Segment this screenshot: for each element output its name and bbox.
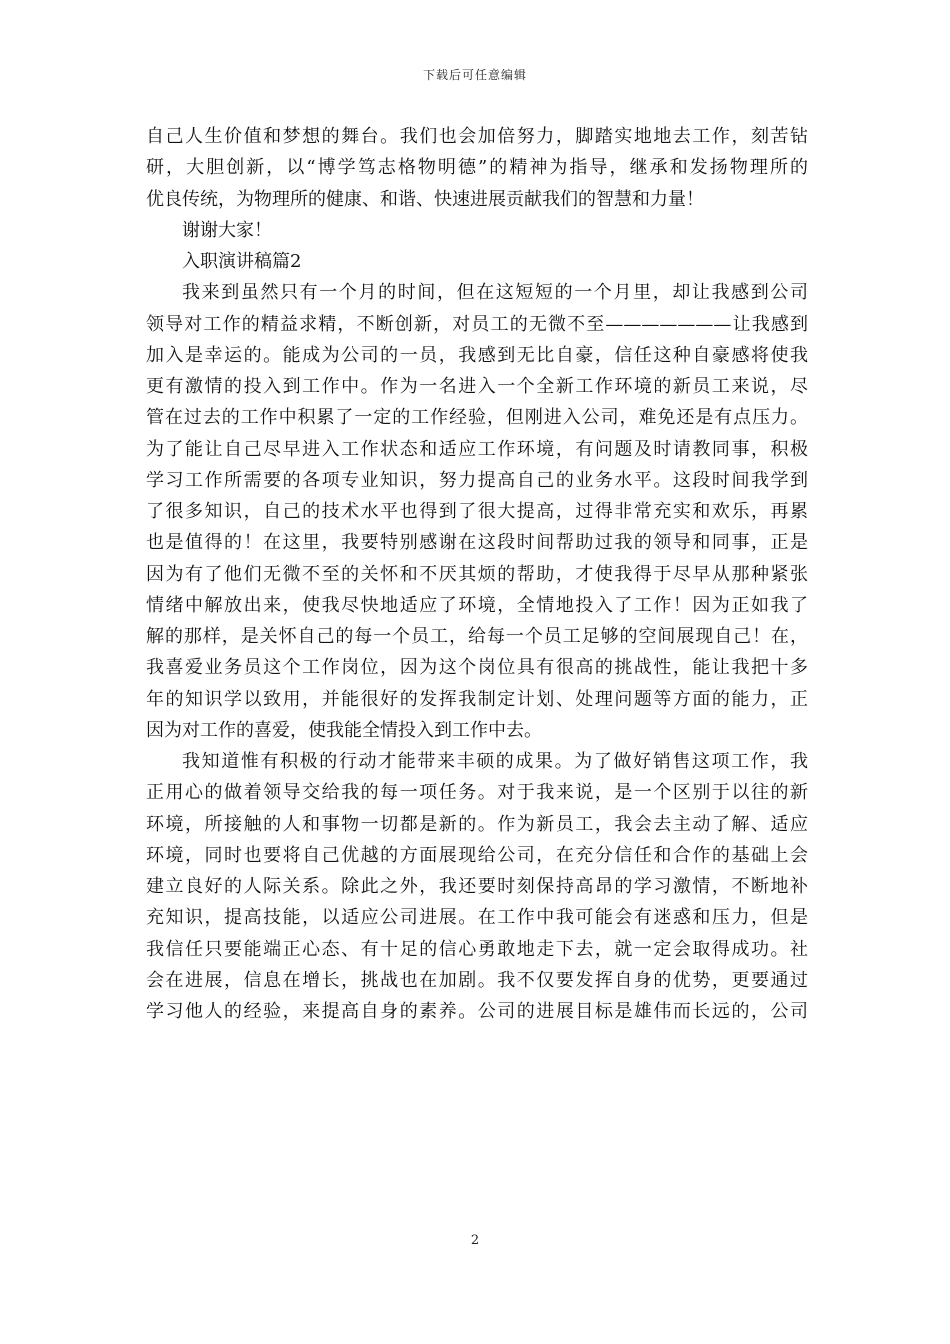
text-line: 入职演讲稿篇2 (182, 251, 302, 272)
page-header: 下载后可任意编辑 (422, 68, 527, 82)
text-line: 我来到虽然只有一个月的时间，但在这短短的一个月里，却让我感到公司 (182, 282, 808, 304)
text-line: 领导对工作的精益求精，不断创新，对员工的无微不至———————让我感到 (146, 313, 808, 335)
text-line: 管在过去的工作中积累了一定的工作经验，但刚进入公司，难免还是有点压力。 (146, 407, 808, 429)
text-line: 我知道惟有积极的行动才能带来丰硕的成果。为了做好销售这项工作，我 (182, 751, 808, 772)
text-line: 情绪中解放出来，使我尽快地适应了环境，全情地投入了工作！因为正如我了 (146, 594, 808, 616)
text-line: 因为有了他们无微不至的关怀和不厌其烦的帮助，才使我得于尽早从那种紧张 (146, 563, 808, 585)
text-line: 正用心的做着领导交给我的每一项任务。对于我来说，是一个区别于以往的新 (146, 782, 808, 804)
text-line: 会在进展，信息在增长，挑战也在加剧。我不仅要发挥自身的优势，更要通过 (146, 969, 808, 991)
text-line: 解的那样，是关怀自己的每一个员工，给每一个员工足够的空间展现自己！在， (146, 626, 808, 647)
text-line: 自己人生价值和梦想的舞台。我们也会加倍努力，脚踏实地地去工作，刻苦钻 (146, 126, 808, 147)
text-line: 研，大胆创新，以“博学笃志格物明德”的精神为指导，继承和发扬物理所的 (146, 157, 808, 179)
text-line: 充知识，提高技能，以适应公司进展。在工作中我可能会有迷惑和压力，但是 (146, 907, 808, 929)
text-line: 学习工作所需要的各项专业知识，努力提高自己的业务水平。这段时间我学到 (146, 469, 808, 491)
document-body (146, 121, 808, 1027)
page-number: 2 (470, 1233, 480, 1248)
text-line: 建立良好的人际关系。除此之外，我还要时刻保持高昂的学习激情，不断地补 (146, 876, 808, 897)
text-line: 也是值得的！在这里，我要特别感谢在这段时间帮助过我的领导和同事，正是 (146, 532, 808, 554)
text-line: 我喜爱业务员这个工作岗位，因为这个岗位具有很高的挑战性，能让我把十多 (146, 657, 808, 679)
text-line: 环境，同时也要将自己优越的方面展现给公司，在充分信任和合作的基础上会 (146, 844, 808, 866)
text-line: 学习他人的经验，来提高自身的素养。公司的进展目标是雄伟而长远的，公司 (146, 1001, 808, 1022)
text-line: 加入是幸运的。能成为公司的一员，我感到无比自豪，信任这种自豪感将使我 (146, 344, 808, 366)
text-line: 为了能让自己尽早进入工作状态和适应工作环境，有问题及时请教同事，积极 (146, 438, 808, 460)
text-line: 年的知识学以致用，并能很好的发挥我制定计划、处理问题等方面的能力，正 (146, 688, 808, 710)
text-line: 环境，所接触的人和事物一切都是新的。作为新员工，我会去主动了解、适应 (146, 813, 808, 835)
text-line: 谢谢大家！ (182, 219, 272, 241)
text-line: 因为对工作的喜爱，使我能全情投入到工作中去。 (146, 719, 542, 741)
text-line: 更有激情的投入到工作中。作为一名进入一个全新工作环境的新员工来说，尽 (146, 376, 808, 397)
text-line: 我信任只要能端正心态、有十足的信心勇敢地走下去，就一定会取得成功。社 (146, 938, 808, 960)
text-line: 优良传统，为物理所的健康、和谐、快速进展贡献我们的智慧和力量！ (146, 188, 704, 210)
text-line: 了很多知识，自己的技术水平也得到了很大提高，过得非常充实和欢乐，再累 (146, 501, 808, 522)
